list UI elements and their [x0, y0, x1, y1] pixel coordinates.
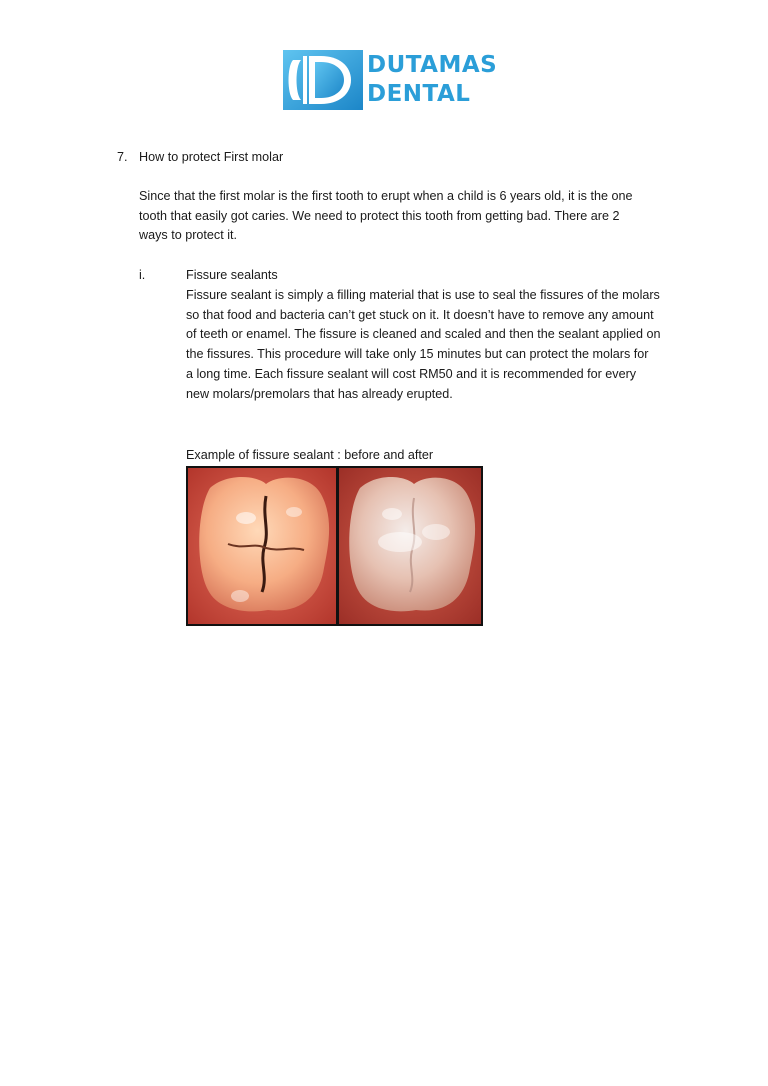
after-molar: [339, 468, 481, 624]
body-line: so that food and bacteria can’t get stuck on it. It doesn’t have to remove any amount: [186, 307, 654, 322]
subsection-body: [186, 286, 660, 404]
subsection-number: i.: [139, 268, 146, 282]
before-after-photo: [186, 466, 483, 626]
figure-caption: Example of fissure sealant : before and after: [186, 448, 434, 462]
intro-line: ways to protect it.: [139, 228, 237, 243]
section-title: How to protect First molar: [139, 150, 284, 164]
body-line: of teeth or enamel. The fissure is cleaned and scaled and then the sealant applied on: [186, 327, 661, 342]
molar-comparison-image: [188, 468, 481, 624]
intro-line: tooth that easily got caries. We need to protect this tooth from getting bad. There are 2: [139, 208, 620, 223]
logo-line-1: DUTAMAS: [367, 52, 498, 78]
logo-wordmark: [367, 51, 497, 109]
body-line: new molars/premolars that has already erupted.: [186, 386, 453, 401]
logo-line-2: DENTAL: [367, 81, 471, 107]
intro-line: Since that the first molar is the first tooth to erupt when a child is 6 years old, it is the one: [139, 189, 633, 203]
section-number: 7.: [117, 150, 128, 164]
body-line: a long time. Each fissure sealant will cost RM50 and it is recommended for every: [186, 366, 637, 381]
subsection-title: Fissure sealants: [186, 268, 278, 282]
logo-mark-icon: [283, 50, 363, 110]
body-line: Fissure sealant is simply a filling material that is use to seal the fissures of the molars: [186, 288, 660, 302]
before-molar: [188, 468, 336, 624]
body-line: the fissures. This procedure will take only 15 minutes but can protect the molars for: [186, 347, 649, 362]
intro-paragraph: [139, 187, 699, 246]
dutamas-dental-logo: [283, 48, 498, 112]
